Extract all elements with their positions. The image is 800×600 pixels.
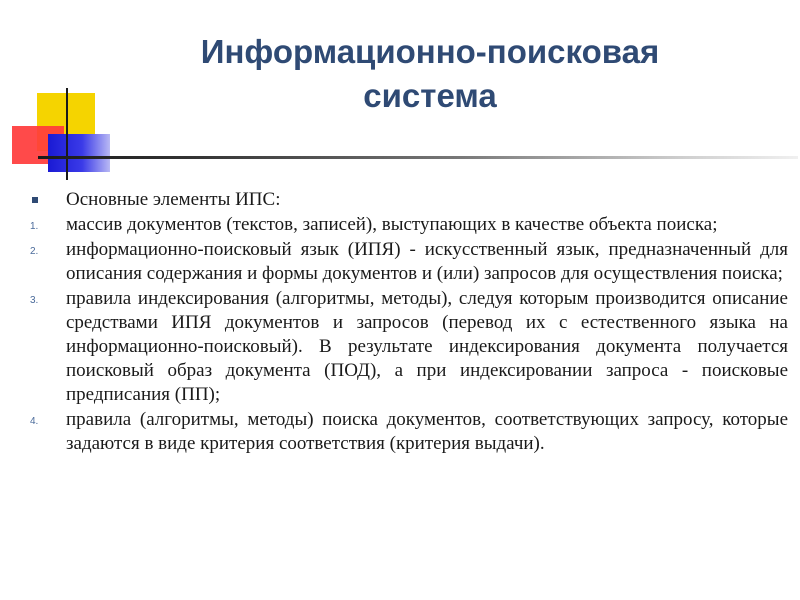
- list-item-text: массив документов (текстов, записей), выступающих в качестве объекта поиска;: [66, 214, 718, 235]
- list-item: [22, 287, 788, 407]
- content-list: [22, 188, 788, 456]
- list-item-number: 2.: [30, 246, 39, 257]
- slide-title: [120, 30, 740, 118]
- list-item-number: 4.: [30, 416, 39, 427]
- list-item: [22, 213, 788, 237]
- list-item-number: 1.: [30, 221, 39, 232]
- title-divider-line: [38, 156, 798, 159]
- intro-text: Основные элементы ИПС:: [66, 189, 281, 210]
- list-item-text: правила индексирования (алгоритмы, методы), следуя которым производится описание средствами ИПЯ документов и запросов (перевод их с естественного языка на информационно-поисковый). В результате индексирования документа получается поисковый образ документа (ПОД), а при индексировании запроса - поисковые предписания (ПП);: [66, 288, 788, 405]
- list-item: [22, 408, 788, 456]
- list-item-text: правила (алгоритмы, методы) поиска документов, соответствующих запросу, которые задаются в виде критерия соответствия (критерия выдачи).: [66, 409, 788, 454]
- title-line-1: Информационно-поисковая: [200, 33, 660, 70]
- list-item-number: 3.: [30, 295, 39, 306]
- list-intro: [22, 188, 788, 212]
- decorative-blue-square: [48, 134, 110, 172]
- list-item-text: информационно-поисковый язык (ИПЯ) - искусственный язык, предназначенный для описания содержания и формы документов и (или) запросов для осуществления поиска;: [66, 239, 788, 284]
- decorative-vertical-line: [66, 88, 68, 180]
- square-bullet-icon: [32, 197, 38, 203]
- list-item: [22, 238, 788, 286]
- title-line-2: система: [363, 77, 497, 114]
